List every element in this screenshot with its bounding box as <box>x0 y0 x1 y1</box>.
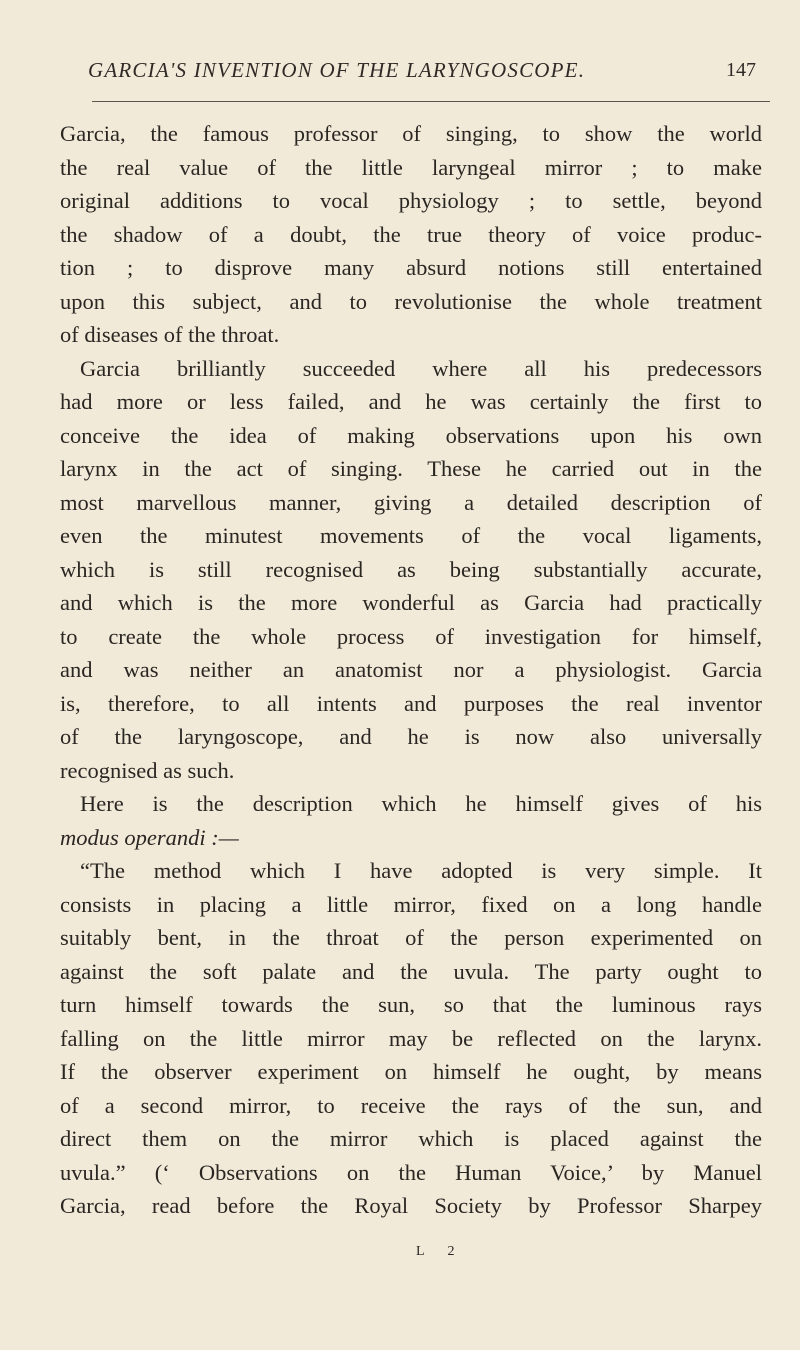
text-line: even the minutest movements of the vocal ligaments, <box>60 523 762 548</box>
text-line: upon this subject, and to revolutionise the whole treatment <box>60 288 762 314</box>
text-line: and which is the more wonderful as Garcia had practically <box>60 590 762 615</box>
text-line: recognised as such. <box>60 757 235 783</box>
signature-mark: L 2 <box>416 1244 465 1259</box>
running-title: GARCIA'S INVENTION OF THE LARYNGOSCOPE. <box>88 58 586 82</box>
text-line: turn himself towards the sun, so that the luminous rays <box>60 992 762 1017</box>
text-line: of a second mirror, to receive the rays of the sun, and <box>60 1092 762 1118</box>
text-line: If the observer experiment on himself he ought, by means <box>60 1059 762 1084</box>
text-line: and was neither an anatomist nor a physiologist. Garcia <box>60 657 762 682</box>
header-rule <box>92 101 770 102</box>
text-line: original additions to vocal physiology ; to settle, beyond <box>60 188 762 213</box>
text-line: suitably bent, in the throat of the person experimented on <box>60 925 762 950</box>
text-line: of the laryngoscope, and he is now also universally <box>60 724 762 749</box>
text-line: “The method which I have adopted is very simple. It <box>80 858 762 883</box>
text-line: Garcia, read before the Royal Society by Professor Sharpey <box>60 1193 762 1218</box>
text-line: which is still recognised as being substantially accurate, <box>60 556 762 582</box>
text-line: direct them on the mirror which is placed against the <box>60 1126 762 1151</box>
text-line: to create the whole process of investigation for himself, <box>60 623 762 649</box>
text-line: uvula.” (‘ Observations on the Human Voice,’ by Manuel <box>60 1159 762 1185</box>
text-line: falling on the little mirror may be reflected on the larynx. <box>60 1025 762 1051</box>
text-line: had more or less failed, and he was certainly the first to <box>60 389 762 414</box>
page-number: 147 <box>726 59 756 81</box>
text-line: of diseases of the throat. <box>60 322 280 347</box>
text-line: Garcia, the famous professor of singing, to show the world <box>60 121 762 146</box>
text-line: tion ; to disprove many absurd notions still entertained <box>60 255 762 280</box>
text-line: the shadow of a doubt, the true theory of voice produc- <box>60 221 762 247</box>
text-line: Here is the description which he himself gives of his <box>80 791 762 816</box>
text-line: larynx in the act of singing. These he carried out in the <box>60 456 762 481</box>
body-text <box>60 117 762 1223</box>
text-line: most marvellous manner, giving a detailed description of <box>60 489 762 515</box>
text-line: Garcia brilliantly succeeded where all his predecessors <box>80 355 762 381</box>
text-line: is, therefore, to all intents and purposes the real inventor <box>60 690 762 716</box>
text-line: modus operandi :— <box>60 824 239 850</box>
text-line: against the soft palate and the uvula. The party ought to <box>60 958 762 984</box>
text-line: conceive the idea of making observations upon his own <box>60 422 762 448</box>
text-line: consists in placing a little mirror, fixed on a long handle <box>60 891 762 917</box>
running-head <box>60 58 780 86</box>
text-line: the real value of the little laryngeal mirror ; to make <box>60 154 762 180</box>
